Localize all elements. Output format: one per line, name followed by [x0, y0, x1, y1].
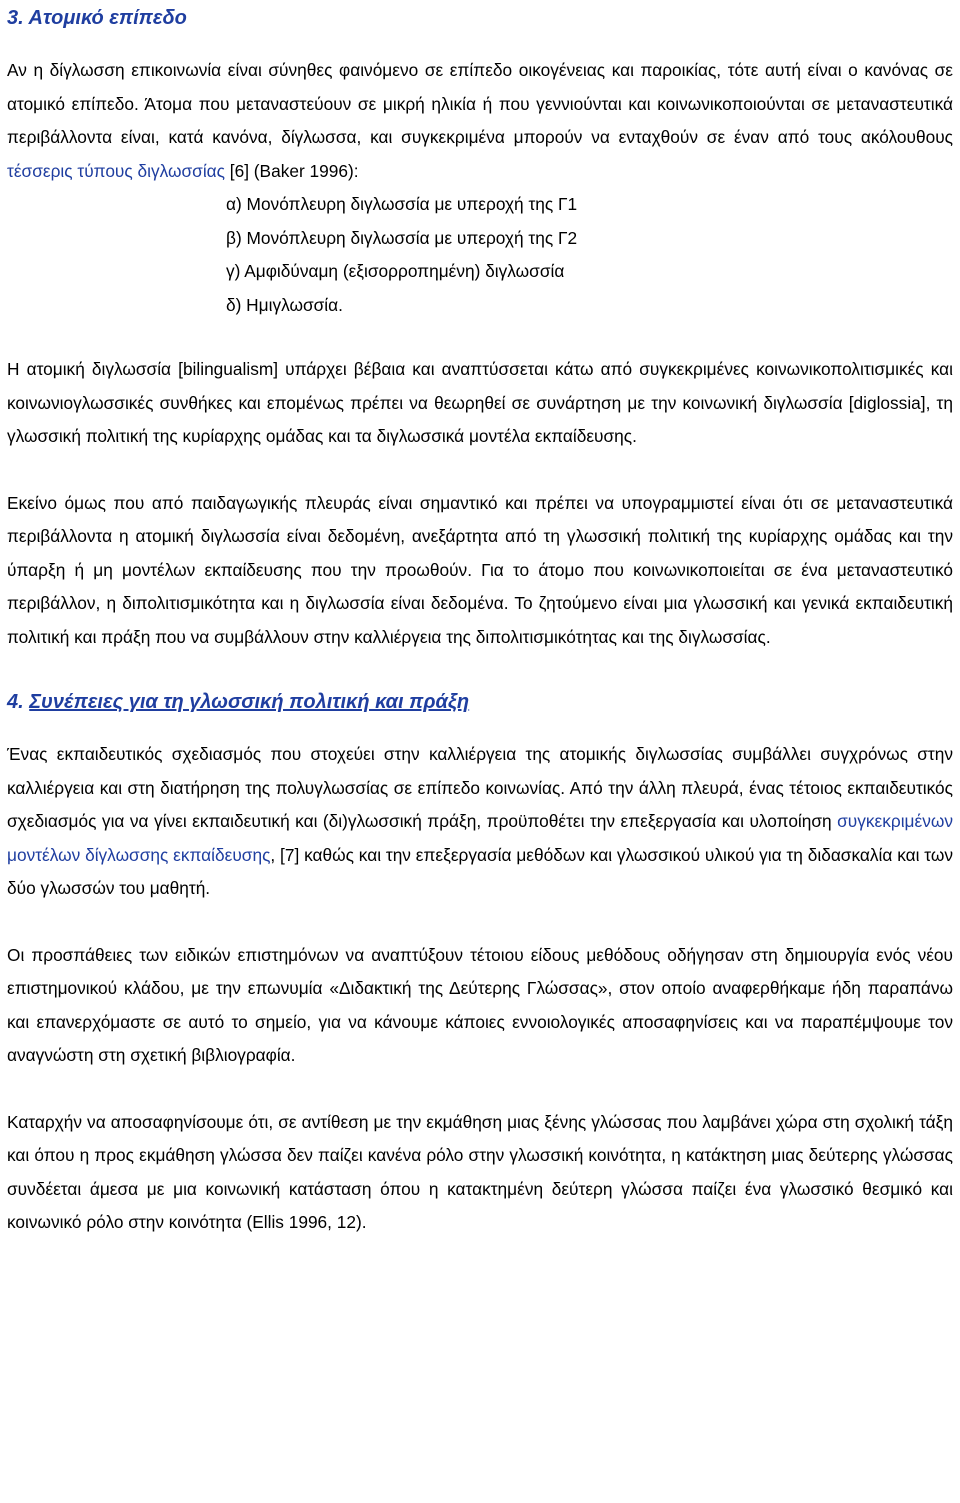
bilingual-education-models-link[interactable]: συγκεκριμένων μοντέλων δίγλωσσης εκπαίδευσης	[7, 811, 953, 865]
section-4-paragraph-2: Οι προσπάθειες των ειδικών επιστημόνων να αναπτύξουν τέτοιου είδους μεθόδους οδήγησαν στη δημιουργία ενός νέου επιστημονικού κλάδου, με την επωνυμία «Διδακτική της Δεύτερης Γλώσσας», στον οποίο αναφερθήκαμε ήδη παραπάνω και επανερχόμαστε σε αυτό το σημείο, για να κάνουμε κάποιες εννοιολογικές αποσαφηνίσεις και να παραπέμψουμε τον αναγνώστη στη σχετική βιβλιογραφία.	[7, 944, 953, 1065]
section-4-paragraph-3: Καταρχήν να αποσαφηνίσουμε ότι, σε αντίθεση με την εκμάθηση μιας ξένης γλώσσας που λαμβάνει χώρα στη σχολική τάξη και όπου η προς εκμάθηση γλώσσα δεν παίζει κανένα ρόλο στην γλωσσική κοινότητα, η κατάκτηση μιας δεύτερης γλώσσας συνδέεται άμεσα με μια κοινωνική κατάσταση όπου η κατακτημένη δεύτερη γλώσσα παίζει ένα γλωσσικό θεσμικό και κοινωνικό ρόλο στην κοινότητα (Ellis 1996, 12).	[7, 1111, 953, 1232]
paragraph-text: Ένας εκπαιδευτικός σχεδιασμός που στοχεύει στην καλλιέργεια της ατομικής διγλωσσίας συμβάλλει συγχρόνως στην καλλιέργεια και στη διατήρηση της πολυγλωσσίας σε επίπεδο κοινωνίας. Από την άλλη πλευρά, ένας τέτοιος εκπαιδευτικός σχεδιασμός για να γίνει εκπαιδευτική και (δι)γλωσσική πράξη, προϋποθέτει την επεξεργασία και υλοποίηση	[7, 744, 953, 831]
paragraph-text: [6] (Baker 1996):	[224, 160, 359, 181]
section-4-heading	[7, 684, 953, 718]
paragraph-text: Αν η δίγλωσση επικοινωνία είναι σύνηθες φαινόμενο σε επίπεδο οικογένειας και παροικίας, τότε αυτή είναι ο κανόνας σε ατομικό επίπεδο. Άτομα που μεταναστεύουν σε μικρή ηλικία ή που γεννιούνται και κοινωνικοποιούνται σε μεταναστευτικά περιβάλλοντα είναι, κατά κανόνα, δίγλωσσα, και συγκεκριμένα μπορούν να ενταχθούν σε έναν από τους ακόλουθους	[7, 60, 953, 147]
list-item: β) Μονόπλευρη διγλωσσία με υπεροχή της Γ2	[226, 227, 578, 248]
section-3-paragraph-3: Εκείνο όμως που από παιδαγωγικής πλευράς είναι σημαντικό και πρέπει να υπογραμμιστεί είναι ότι σε μεταναστευτικά περιβάλλοντα η ατομική διγλωσσία είναι δεδομένη, ανεξάρτητα από τη γλωσσική πολιτική της κυρίαρχης ομάδας και την ύπαρξη ή μη μοντέλων εκπαίδευσης που την προωθούν. Για το άτομο που κοινωνικοποιείται σε ένα μεταναστευτικό περιβάλλον, η διπολιτισμικότητα και η διγλωσσία είναι δεδομένα. Το ζητούμενο είναι μια γλωσσική και γενικά εκπαιδευτική πολιτική και πράξη που να συμβάλλουν στην καλλιέργεια της διπολιτισμικότητας και της διγλωσσίας.	[7, 492, 953, 647]
section-4-paragraph-1	[7, 738, 953, 906]
spacer	[7, 1073, 953, 1106]
spacer	[7, 322, 953, 353]
paragraph-text: , [7] καθώς και την επεξεργασία μεθόδων και γλωσσικού υλικού για τη διδασκαλία και των δύο γλωσσών του μαθητή.	[7, 844, 954, 898]
list-item: α) Μονόπλευρη διγλωσσία με υπεροχή της Γ1	[226, 194, 578, 214]
section-3-heading: 3. Ατομικό επίπεδο	[7, 7, 187, 29]
section-3-paragraph-1	[7, 54, 953, 188]
spacer	[7, 454, 953, 487]
document-page	[7, 0, 953, 1240]
spacer	[7, 654, 953, 684]
section-4-number: 4.	[7, 691, 24, 713]
section-3-paragraph-2: Η ατομική διγλωσσία [bilingualism] υπάρχει βέβαια και αναπτύσσεται κάτω από συγκεκριμένες κοινωνικοπολιτισμικές και κοινωνιογλωσσικές συνθήκες και επομένως πρέπει να θεωρηθεί σε συνάρτηση με την κοινωνική διγλωσσία [diglossia], τη γλωσσική πολιτική της κυρίαρχης ομάδας και τα διγλωσσικά μοντέλα εκπαίδευσης.	[7, 359, 953, 446]
types-of-bilingualism-link[interactable]: τέσσερις τύπους διγλωσσίας	[7, 160, 225, 181]
list-item: δ) Ημιγλωσσία.	[226, 294, 343, 315]
spacer	[7, 906, 953, 939]
bilingualism-types-list	[7, 188, 953, 322]
list-item: γ) Αμφιδύναμη (εξισορροπημένη) διγλωσσία	[226, 261, 565, 281]
section-4-title[interactable]: Συνέπειες για τη γλωσσική πολιτική και πράξη	[29, 691, 470, 713]
